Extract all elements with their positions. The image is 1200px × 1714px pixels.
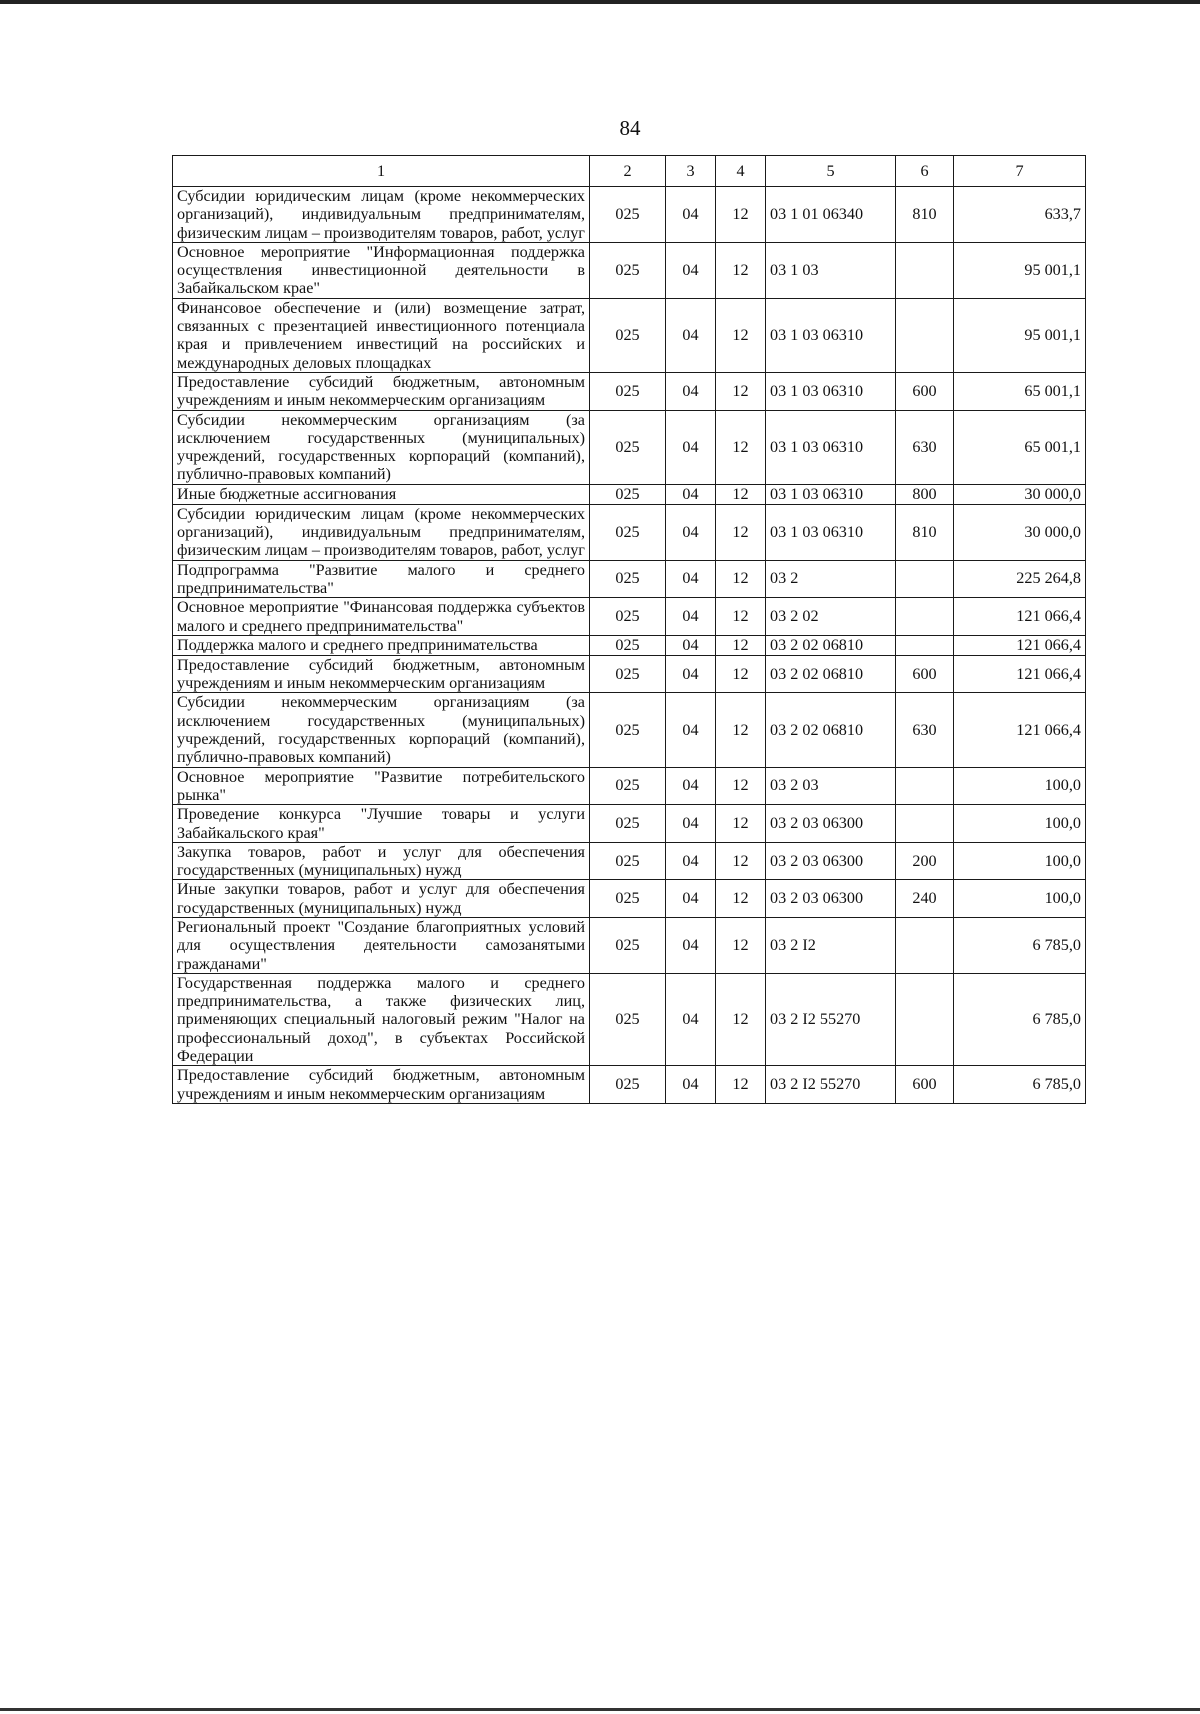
row-grbs-code: 025 — [590, 410, 666, 484]
row-grbs-code: 025 — [590, 767, 666, 805]
row-expense-type: 600 — [896, 1066, 954, 1104]
table-row — [173, 917, 1086, 973]
row-target-article: 03 1 03 06310 — [766, 372, 896, 410]
row-section-code: 04 — [666, 298, 716, 372]
row-subsection-code: 12 — [716, 917, 766, 973]
row-grbs-code: 025 — [590, 842, 666, 880]
row-target-article: 03 1 03 06310 — [766, 484, 896, 504]
row-target-article: 03 2 03 06300 — [766, 842, 896, 880]
table-row — [173, 298, 1086, 372]
row-target-article: 03 2 — [766, 560, 896, 598]
row-description: Субсидии юридическим лицам (кроме некоммерческих организаций), индивидуальным предпринимателям, физическим лицам – производителям товаров, работ, услуг — [173, 504, 590, 560]
row-target-article: 03 2 03 06300 — [766, 880, 896, 918]
row-expense-type: 200 — [896, 842, 954, 880]
page-number: 84 — [619, 116, 641, 140]
row-section-code: 04 — [666, 973, 716, 1065]
table-row — [173, 484, 1086, 504]
row-grbs-code: 025 — [590, 242, 666, 298]
row-subsection-code: 12 — [716, 242, 766, 298]
table-row — [173, 767, 1086, 805]
row-amount: 95 001,1 — [954, 298, 1086, 372]
column-header: 5 — [766, 156, 896, 187]
row-target-article: 03 2 I2 55270 — [766, 1066, 896, 1104]
table-row — [173, 242, 1086, 298]
row-target-article: 03 2 02 06810 — [766, 693, 896, 767]
row-section-code: 04 — [666, 187, 716, 243]
row-section-code: 04 — [666, 372, 716, 410]
row-grbs-code: 025 — [590, 973, 666, 1065]
row-description: Финансовое обеспечение и (или) возмещение затрат, связанных с презентацией инвестиционного потенциала края и привлечением инвестиций на российских и международных деловых площадках — [173, 298, 590, 372]
row-expense-type: 600 — [896, 372, 954, 410]
row-description: Субсидии юридическим лицам (кроме некоммерческих организаций), индивидуальным предпринимателям, физическим лицам – производителям товаров, работ, услуг — [173, 187, 590, 243]
row-amount: 121 066,4 — [954, 598, 1086, 636]
row-section-code: 04 — [666, 880, 716, 918]
table-row — [173, 842, 1086, 880]
row-subsection-code: 12 — [716, 484, 766, 504]
row-grbs-code: 025 — [590, 917, 666, 973]
row-target-article: 03 2 03 06300 — [766, 805, 896, 843]
row-expense-type — [896, 298, 954, 372]
row-expense-type: 810 — [896, 504, 954, 560]
table-row — [173, 805, 1086, 843]
row-target-article: 03 2 02 06810 — [766, 635, 896, 655]
row-expense-type — [896, 560, 954, 598]
column-header: 1 — [173, 156, 590, 187]
row-amount: 6 785,0 — [954, 973, 1086, 1065]
table-row — [173, 1066, 1086, 1104]
row-amount: 6 785,0 — [954, 1066, 1086, 1104]
row-description: Поддержка малого и среднего предпринимательства — [173, 635, 590, 655]
row-section-code: 04 — [666, 1066, 716, 1104]
table-row — [173, 187, 1086, 243]
row-amount: 95 001,1 — [954, 242, 1086, 298]
table-row — [173, 693, 1086, 767]
column-header: 7 — [954, 156, 1086, 187]
table-row — [173, 655, 1086, 693]
row-grbs-code: 025 — [590, 372, 666, 410]
row-grbs-code: 025 — [590, 655, 666, 693]
row-subsection-code: 12 — [716, 880, 766, 918]
row-grbs-code: 025 — [590, 484, 666, 504]
row-section-code: 04 — [666, 504, 716, 560]
row-section-code: 04 — [666, 410, 716, 484]
row-description: Субсидии некоммерческим организациям (за исключением государственных (муниципальных) учреждений, государственных корпораций (компаний), публично-правовых компаний) — [173, 410, 590, 484]
row-subsection-code: 12 — [716, 372, 766, 410]
row-amount: 121 066,4 — [954, 635, 1086, 655]
row-expense-type: 630 — [896, 410, 954, 484]
row-subsection-code: 12 — [716, 973, 766, 1065]
row-expense-type — [896, 917, 954, 973]
row-amount: 633,7 — [954, 187, 1086, 243]
table-body — [173, 187, 1086, 1104]
row-description: Предоставление субсидий бюджетным, автономным учреждениям и иным некоммерческим организациям — [173, 1066, 590, 1104]
row-description: Предоставление субсидий бюджетным, автономным учреждениям и иным некоммерческим организациям — [173, 655, 590, 693]
row-subsection-code: 12 — [716, 410, 766, 484]
row-grbs-code: 025 — [590, 805, 666, 843]
row-section-code: 04 — [666, 242, 716, 298]
row-subsection-code: 12 — [716, 504, 766, 560]
row-description: Государственная поддержка малого и среднего предпринимательства, а также физических лиц, применяющих специальный налоговый режим "Налог на профессиональный доход", в субъектах Российской Федерации — [173, 973, 590, 1065]
row-target-article: 03 2 03 — [766, 767, 896, 805]
row-section-code: 04 — [666, 842, 716, 880]
row-grbs-code: 025 — [590, 1066, 666, 1104]
row-expense-type — [896, 598, 954, 636]
row-description: Региональный проект "Создание благоприятных условий для осуществления деятельности самозанятыми гражданами" — [173, 917, 590, 973]
row-target-article: 03 2 02 — [766, 598, 896, 636]
table-row — [173, 973, 1086, 1065]
row-subsection-code: 12 — [716, 298, 766, 372]
table-row — [173, 598, 1086, 636]
row-amount: 121 066,4 — [954, 655, 1086, 693]
row-subsection-code: 12 — [716, 842, 766, 880]
table-row — [173, 635, 1086, 655]
row-subsection-code: 12 — [716, 767, 766, 805]
row-subsection-code: 12 — [716, 805, 766, 843]
row-expense-type: 600 — [896, 655, 954, 693]
row-expense-type: 240 — [896, 880, 954, 918]
row-amount: 100,0 — [954, 842, 1086, 880]
row-description: Закупка товаров, работ и услуг для обеспечения государственных (муниципальных) нужд — [173, 842, 590, 880]
row-section-code: 04 — [666, 767, 716, 805]
row-description: Иные бюджетные ассигнования — [173, 484, 590, 504]
row-amount: 225 264,8 — [954, 560, 1086, 598]
row-grbs-code: 025 — [590, 187, 666, 243]
row-section-code: 04 — [666, 655, 716, 693]
row-description: Предоставление субсидий бюджетным, автономным учреждениям и иным некоммерческим организациям — [173, 372, 590, 410]
row-description: Иные закупки товаров, работ и услуг для обеспечения государственных (муниципальных) нужд — [173, 880, 590, 918]
row-subsection-code: 12 — [716, 1066, 766, 1104]
row-amount: 30 000,0 — [954, 504, 1086, 560]
row-description: Основное мероприятие "Финансовая поддержка субъектов малого и среднего предпринимательства" — [173, 598, 590, 636]
row-amount: 100,0 — [954, 805, 1086, 843]
row-amount: 100,0 — [954, 767, 1086, 805]
table-row — [173, 560, 1086, 598]
row-amount: 100,0 — [954, 880, 1086, 918]
row-subsection-code: 12 — [716, 655, 766, 693]
row-expense-type — [896, 242, 954, 298]
row-description: Субсидии некоммерческим организациям (за исключением государственных (муниципальных) учреждений, государственных корпораций (компаний), публично-правовых компаний) — [173, 693, 590, 767]
row-expense-type — [896, 805, 954, 843]
row-expense-type: 800 — [896, 484, 954, 504]
row-section-code: 04 — [666, 805, 716, 843]
column-header: 3 — [666, 156, 716, 187]
row-grbs-code: 025 — [590, 560, 666, 598]
column-header: 4 — [716, 156, 766, 187]
budget-table — [172, 155, 1086, 1104]
row-target-article: 03 1 01 06340 — [766, 187, 896, 243]
header-row — [173, 156, 1086, 187]
row-target-article: 03 1 03 — [766, 242, 896, 298]
row-target-article: 03 2 02 06810 — [766, 655, 896, 693]
row-subsection-code: 12 — [716, 635, 766, 655]
row-grbs-code: 025 — [590, 693, 666, 767]
table-row — [173, 410, 1086, 484]
row-section-code: 04 — [666, 635, 716, 655]
row-target-article: 03 1 03 06310 — [766, 504, 896, 560]
row-expense-type — [896, 973, 954, 1065]
scan-edge-top — [0, 0, 1200, 4]
row-description: Проведение конкурса "Лучшие товары и услуги Забайкальского края" — [173, 805, 590, 843]
row-amount: 65 001,1 — [954, 372, 1086, 410]
row-grbs-code: 025 — [590, 635, 666, 655]
row-expense-type: 630 — [896, 693, 954, 767]
row-target-article: 03 1 03 06310 — [766, 298, 896, 372]
table-row — [173, 372, 1086, 410]
row-target-article: 03 2 I2 55270 — [766, 973, 896, 1065]
row-amount: 65 001,1 — [954, 410, 1086, 484]
row-section-code: 04 — [666, 598, 716, 636]
row-expense-type — [896, 767, 954, 805]
row-section-code: 04 — [666, 484, 716, 504]
row-amount: 6 785,0 — [954, 917, 1086, 973]
row-subsection-code: 12 — [716, 693, 766, 767]
row-expense-type: 810 — [896, 187, 954, 243]
table-row — [173, 504, 1086, 560]
row-grbs-code: 025 — [590, 504, 666, 560]
row-section-code: 04 — [666, 917, 716, 973]
table-row — [173, 880, 1086, 918]
row-description: Подпрограмма "Развитие малого и среднего предпринимательства" — [173, 560, 590, 598]
row-section-code: 04 — [666, 560, 716, 598]
row-grbs-code: 025 — [590, 880, 666, 918]
column-header: 2 — [590, 156, 666, 187]
row-amount: 30 000,0 — [954, 484, 1086, 504]
row-description: Основное мероприятие "Информационная поддержка осуществления инвестиционной деятельности в Забайкальском крае" — [173, 242, 590, 298]
row-grbs-code: 025 — [590, 598, 666, 636]
row-subsection-code: 12 — [716, 598, 766, 636]
row-description: Основное мероприятие "Развитие потребительского рынка" — [173, 767, 590, 805]
row-target-article: 03 2 I2 — [766, 917, 896, 973]
row-grbs-code: 025 — [590, 298, 666, 372]
row-subsection-code: 12 — [716, 560, 766, 598]
row-subsection-code: 12 — [716, 187, 766, 243]
row-target-article: 03 1 03 06310 — [766, 410, 896, 484]
row-amount: 121 066,4 — [954, 693, 1086, 767]
scan-edge-bottom — [0, 1708, 1200, 1711]
row-expense-type — [896, 635, 954, 655]
row-section-code: 04 — [666, 693, 716, 767]
column-header: 6 — [896, 156, 954, 187]
